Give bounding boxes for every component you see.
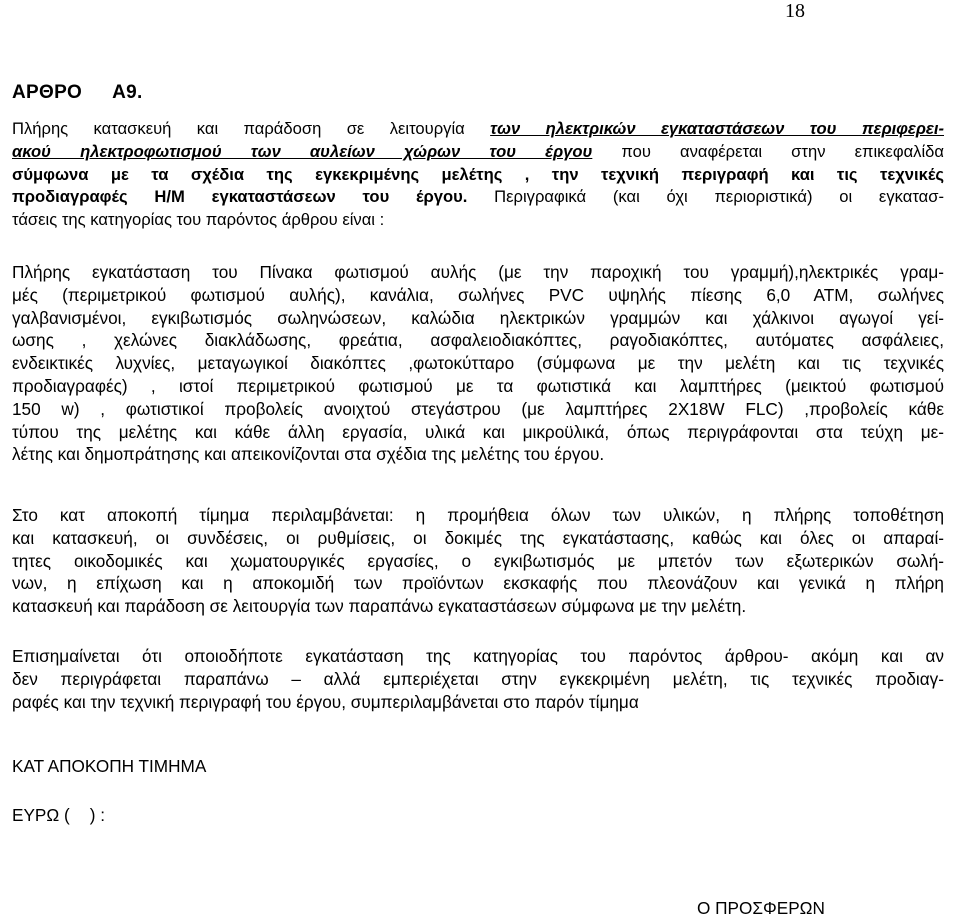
installations-paragraph <box>12 261 944 466</box>
price-includes-line: Στο κατ αποκοπή τίμημα περιλαμβάνεται: η προμήθεια όλων των υλικών, η πλήρης τοποθέτηση <box>12 505 944 525</box>
installations-line: Πλήρης εγκατάσταση του Πίνακα φωτισμού αυλής (με την παροχική του γραμμή),ηλεκτρικές γραμ- <box>12 262 944 282</box>
installations-line: 150 w) , φωτιστικοί προβολείς ανοιχτού στεγάστρου (με λαμπτήρες 2Χ18W FLC) ,προβολείς κάθε <box>12 398 944 419</box>
price-includes-line: κατασκευή και παράδοση σε λειτουργία των παραπάνω εγκαταστάσεων σύμφωνα με την μελέτη. <box>12 596 747 617</box>
scope-emphasis: ακού ηλεκτροφωτισμού των αυλείων χώρων του έργου <box>12 141 593 161</box>
lump-sum-heading: ΚΑΤ ΑΠΟΚΟΠΗ ΤΙΜΗΜΑ <box>12 756 207 776</box>
price-includes-paragraph <box>12 504 944 618</box>
installations-line: γαλβανισμένοι, εγκιβωτισμός σωληνώσεων, καλώδια ηλεκτρικών γραμμών και χάλκινοι αγωγοί γεί- <box>12 307 944 328</box>
scope-line-1 <box>12 118 944 141</box>
price-includes-line: νων, η επίχωση και η αποκομιδή των προϊόντων εκσκαφής που πλεονάζουν και γενικά η πλήρη <box>12 573 944 594</box>
installations-line: τύπου της μελέτης και κάθε άλλη εργασία, υλικά και μικροϋλικά, όπως περιγράφονται στα τεύχη με- <box>12 421 944 442</box>
scope-paragraph <box>12 118 944 232</box>
scope-emphasis: των ηλεκτρικών εγκαταστάσεων του περιφερει- <box>490 119 944 138</box>
installations-line: λέτης και δημοπράτησης και απεικονίζονται στα σχέδια της μελέτης του έργου. <box>12 444 605 465</box>
article-label: ΑΡΘΡΟ <box>12 82 83 103</box>
scope-line-4 <box>12 186 944 209</box>
price-includes-line: τητες οικοδομικές και χωματουργικές εργασίες, ο εγκιβωτισμός με μπετόν των εξωτερικών σωλή- <box>12 550 944 571</box>
note-paragraph <box>12 645 944 713</box>
article-title <box>12 82 143 104</box>
page-number: 18 <box>785 0 805 22</box>
scope-text: Πλήρης κατασκευή και παράδοση σε λειτουργία <box>12 119 491 138</box>
note-line: ραφές και την τεχνική περιγραφή του έργου, συμπεριλαμβάνεται στο παρόν τίμημα <box>12 691 639 712</box>
note-line: Επισημαίνεται ότι οποιοδήποτε εγκατάσταση της κατηγορίας του παρόντος άρθρου- ακόμη και αν <box>12 646 944 666</box>
scope-text: που αναφέρεται στην επικεφαλίδα <box>592 141 944 161</box>
article-number: Α9. <box>112 82 143 103</box>
scope-bold-text: προδιαγραφές Η/Μ εγκαταστάσεων του έργου. <box>12 187 468 207</box>
price-colon: ) : <box>89 805 106 825</box>
scope-line-5: τάσεις της κατηγορίας του παρόντος άρθρου είναι : <box>12 210 385 230</box>
installations-line: μές (περιμετρικού φωτισμού αυλής), κανάλια, σωλήνες PVC υψηλής πίεσης 6,0 ΑΤΜ, σωλήνες <box>12 284 944 305</box>
installations-line: προδιαγραφές) , ιστοί περιμετρικού φωτισμού με τα φωτιστικά και λαμπτήρες (μεικτού φωτισμού <box>12 375 944 396</box>
installations-line: ενδεικτικές λυχνίες, μεταγωγικοί διακόπτες ,φωτοκύτταρο (σύμφωνα με την μελέτη και τις τεχνικές <box>12 353 944 374</box>
installations-line: ωσης , χελώνες διακλάδωσης, φρεάτια, ασφαλειοδιακόπτες, ραγοδιακόπτες, αυτόματες ασφάλειες, <box>12 330 944 351</box>
note-line: δεν περιγράφεται παραπάνω – αλλά εμπεριέχεται στην εγκεκριμένη μελέτη, τις τεχνικές προδιαγ- <box>12 668 944 689</box>
scope-text: Περιγραφικά (και όχι περιοριστικά) οι εγκατασ- <box>467 187 944 207</box>
price-includes-line: και κατασκευή, οι συνδέσεις, οι ρυθμίσεις, οι δοκιμές της εγκατάστασης, καθώς και όλες οι απαραί- <box>12 527 944 548</box>
currency-label: ΕΥΡΩ ( <box>12 805 70 825</box>
price-line <box>12 805 105 826</box>
scope-line-3: σύμφωνα με τα σχέδια της εγκεκριμένης μελέτης , την τεχνική περιγραφή και τις τεχνικές <box>12 164 944 184</box>
bidder-signature-label: Ο ΠΡΟΣΦΕΡΩΝ <box>697 898 825 918</box>
scope-line-2 <box>12 141 944 164</box>
